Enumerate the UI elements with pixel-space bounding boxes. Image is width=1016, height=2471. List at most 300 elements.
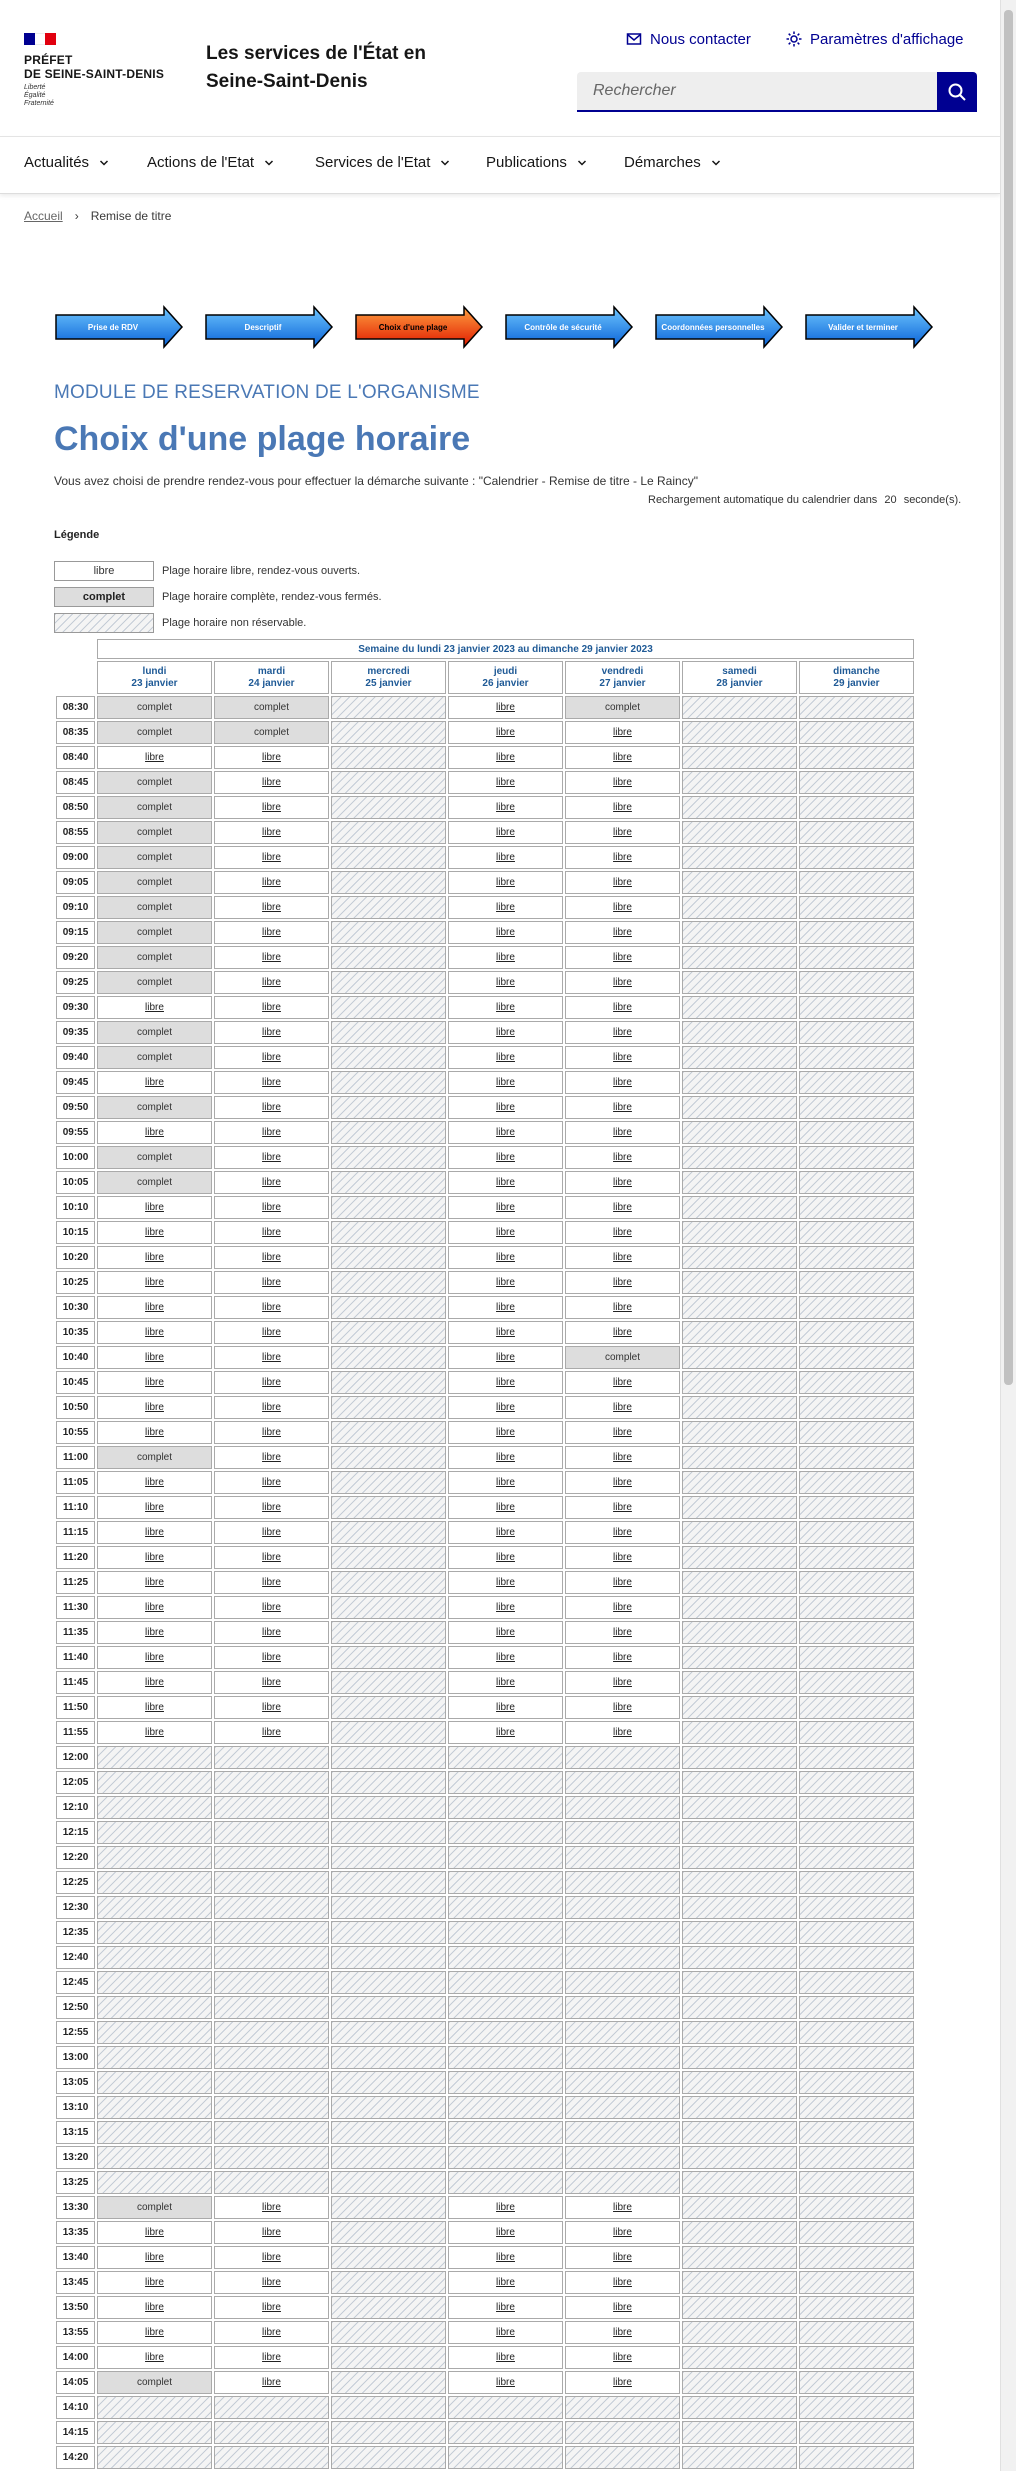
slot-free-link[interactable]: libre [448, 1421, 563, 1444]
slot-free-link[interactable]: libre [448, 2271, 563, 2294]
day-date: 29 janvier [833, 677, 880, 689]
slot-free-link[interactable]: libre [448, 2346, 563, 2369]
slot-free-link[interactable]: libre [214, 1546, 329, 1569]
slot-free-link[interactable]: libre [565, 1721, 680, 1744]
slot-free-link[interactable]: libre [565, 2296, 680, 2319]
slot-unavailable [682, 1396, 797, 1419]
slot-unavailable [799, 721, 914, 744]
slot-free-link[interactable]: libre [565, 721, 680, 744]
slot-free-link[interactable]: libre [448, 1646, 563, 1669]
calendar-row [56, 2071, 914, 2094]
slot-free-link[interactable]: libre [448, 1346, 563, 1369]
slot-free-link[interactable]: libre [214, 1446, 329, 1469]
chevron-down-icon [99, 158, 109, 168]
calendar-row [56, 1096, 914, 1119]
nav-item-services-etat[interactable] [315, 154, 450, 171]
slot-free-link[interactable]: libre [448, 846, 563, 869]
slot-unavailable [799, 1796, 914, 1819]
slot-unavailable [331, 1446, 446, 1469]
slot-free-link[interactable]: libre [448, 796, 563, 819]
step-prise-de-rdv [54, 305, 184, 349]
nav-item-actualites[interactable] [24, 154, 109, 171]
slot-unavailable [331, 1296, 446, 1319]
time-label: 13:15 [56, 2121, 95, 2144]
slot-free-link[interactable]: libre [448, 696, 563, 719]
slot-unavailable [331, 2196, 446, 2219]
slot-free-link[interactable]: libre [565, 1196, 680, 1219]
slot-free-link[interactable]: libre [214, 1171, 329, 1194]
time-label: 09:40 [56, 1046, 95, 1069]
slot-unavailable [331, 1121, 446, 1144]
slot-free-link[interactable]: libre [565, 1246, 680, 1269]
slot-free-link[interactable]: libre [448, 971, 563, 994]
slot-free-link[interactable]: libre [565, 1696, 680, 1719]
slot-free-link[interactable]: libre [565, 1496, 680, 1519]
slot-free-link[interactable]: libre [448, 721, 563, 744]
slot-free-link[interactable]: libre [214, 2271, 329, 2294]
slot-free-link[interactable]: libre [565, 1221, 680, 1244]
slot-free-link[interactable]: libre [448, 1621, 563, 1644]
page-scrollbar[interactable] [1000, 0, 1016, 2471]
slot-free-link[interactable]: libre [214, 1146, 329, 1169]
slot-free-link[interactable]: libre [565, 1396, 680, 1419]
slot-free-link[interactable]: libre [565, 1121, 680, 1144]
slot-unavailable [682, 2171, 797, 2194]
calendar-row [56, 2321, 914, 2344]
slot-unavailable [682, 1921, 797, 1944]
slot-unavailable [682, 1346, 797, 1369]
slot-unavailable [682, 721, 797, 744]
slot-unavailable [682, 1746, 797, 1769]
slot-unavailable [565, 1746, 680, 1769]
slot-unavailable [799, 1146, 914, 1169]
slot-free-link[interactable]: libre [565, 771, 680, 794]
slot-free-link[interactable]: libre [565, 1671, 680, 1694]
slot-free-link[interactable]: libre [97, 2321, 212, 2344]
prefecture-logo[interactable] [24, 33, 174, 108]
main-navigation [0, 137, 1000, 194]
slot-free-link[interactable]: libre [565, 2221, 680, 2244]
slot-unavailable [331, 2021, 446, 2044]
slot-free-link[interactable]: libre [97, 2271, 212, 2294]
slot-free-link[interactable]: libre [565, 1621, 680, 1644]
slot-free-link[interactable]: libre [565, 746, 680, 769]
slot-unavailable [448, 2396, 563, 2419]
slot-free-link[interactable]: libre [214, 1696, 329, 1719]
contact-link[interactable] [626, 29, 751, 49]
day-date: 25 janvier [365, 677, 412, 689]
slot-free-link[interactable]: libre [97, 1646, 212, 1669]
slot-full: complet [97, 721, 212, 744]
display-settings-link[interactable] [786, 29, 964, 49]
slot-free-link[interactable]: libre [448, 821, 563, 844]
time-label: 11:40 [56, 1646, 95, 1669]
slot-free-link[interactable]: libre [448, 1521, 563, 1544]
calendar-row [56, 1521, 914, 1544]
calendar-day-header [214, 661, 329, 694]
slot-free-link[interactable]: libre [97, 2221, 212, 2244]
slot-free-link[interactable]: libre [565, 1321, 680, 1344]
slot-free-link[interactable]: libre [97, 1221, 212, 1244]
slot-free-link[interactable]: libre [565, 821, 680, 844]
scrollbar-thumb[interactable] [1004, 10, 1013, 1385]
calendar-row [56, 1221, 914, 1244]
time-label: 13:10 [56, 2096, 95, 2119]
slot-free-link[interactable]: libre [565, 1021, 680, 1044]
nav-item-publications[interactable] [486, 154, 587, 171]
marianne-flag-icon [24, 33, 56, 45]
time-label: 12:20 [56, 1846, 95, 1869]
slot-free-link[interactable]: libre [214, 1321, 329, 1344]
calendar-row [56, 2446, 914, 2469]
slot-free-link[interactable]: libre [97, 2246, 212, 2269]
slot-free-link[interactable]: libre [214, 1671, 329, 1694]
slot-free-link[interactable]: libre [214, 1471, 329, 1494]
slot-free-link[interactable]: libre [448, 946, 563, 969]
slot-free-link[interactable]: libre [565, 1271, 680, 1294]
slot-free-link[interactable]: libre [448, 771, 563, 794]
slot-free-link[interactable]: libre [214, 896, 329, 919]
slot-free-link[interactable]: libre [565, 1046, 680, 1069]
slot-free-link[interactable]: libre [97, 1121, 212, 1144]
slot-full: complet [565, 696, 680, 719]
site-title[interactable]: Les services de l'État en Seine-Saint-Denis [206, 43, 426, 92]
slot-free-link[interactable]: libre [97, 1721, 212, 1744]
slot-full: complet [214, 696, 329, 719]
slot-free-link[interactable]: libre [214, 1021, 329, 1044]
calendar-day-header [331, 661, 446, 694]
slot-free-link[interactable]: libre [214, 1421, 329, 1444]
slot-unavailable [214, 1746, 329, 1769]
slot-free-link[interactable]: libre [97, 1246, 212, 1269]
slot-free-link[interactable]: libre [565, 946, 680, 969]
slot-free-link[interactable]: libre [448, 1121, 563, 1144]
slot-free-link[interactable]: libre [97, 1496, 212, 1519]
slot-free-link[interactable]: libre [448, 1071, 563, 1094]
slot-free-link[interactable]: libre [214, 2196, 329, 2219]
slot-free-link[interactable]: libre [97, 1621, 212, 1644]
slot-free-link[interactable]: libre [448, 1246, 563, 1269]
slot-free-link[interactable]: libre [97, 1421, 212, 1444]
slot-free-link[interactable]: libre [448, 746, 563, 769]
slot-free-link[interactable]: libre [448, 1021, 563, 1044]
slot-free-link[interactable]: libre [97, 2346, 212, 2369]
calendar-row [56, 2271, 914, 2294]
slot-free-link[interactable]: libre [214, 1571, 329, 1594]
slot-free-link[interactable]: libre [214, 1296, 329, 1319]
slot-free-link[interactable]: libre [97, 1596, 212, 1619]
slot-free-link[interactable]: libre [565, 1421, 680, 1444]
slot-unavailable [331, 1671, 446, 1694]
slot-unavailable [97, 2421, 212, 2444]
slot-free-link[interactable]: libre [97, 746, 212, 769]
slot-free-link[interactable]: libre [565, 1096, 680, 1119]
calendar-row [56, 1671, 914, 1694]
slot-free-link[interactable]: libre [448, 921, 563, 944]
slot-free-link[interactable]: libre [97, 1546, 212, 1569]
calendar-row [56, 1571, 914, 1594]
slot-free-link[interactable]: libre [214, 871, 329, 894]
slot-unavailable [97, 1771, 212, 1794]
slot-unavailable [214, 2396, 329, 2419]
calendar-row [56, 871, 914, 894]
slot-free-link[interactable]: libre [565, 1371, 680, 1394]
slot-unavailable [682, 2396, 797, 2419]
slot-free-link[interactable]: libre [214, 946, 329, 969]
slot-free-link[interactable]: libre [214, 1046, 329, 1069]
calendar-row [56, 1971, 914, 1994]
slot-free-link[interactable]: libre [214, 2346, 329, 2369]
chevron-down-icon [577, 158, 587, 168]
slot-free-link[interactable]: libre [448, 2221, 563, 2244]
slot-free-link[interactable]: libre [448, 1046, 563, 1069]
slot-unavailable [331, 2446, 446, 2469]
slot-free-link[interactable]: libre [97, 1071, 212, 1094]
slot-unavailable [565, 1871, 680, 1894]
slot-free-link[interactable]: libre [448, 1496, 563, 1519]
slot-free-link[interactable]: libre [448, 1196, 563, 1219]
slot-free-link[interactable]: libre [448, 2371, 563, 2394]
slot-unavailable [214, 1946, 329, 1969]
calendar-row [56, 1346, 914, 1369]
slot-full: complet [97, 971, 212, 994]
slot-free-link[interactable]: libre [214, 771, 329, 794]
slot-unavailable [682, 1596, 797, 1619]
slot-free-link[interactable]: libre [214, 1196, 329, 1219]
slot-unavailable [682, 1446, 797, 1469]
slot-free-link[interactable]: libre [448, 1296, 563, 1319]
slot-unavailable [682, 1946, 797, 1969]
slot-free-link[interactable]: libre [565, 1071, 680, 1094]
slot-free-link[interactable]: libre [448, 2296, 563, 2319]
slot-free-link[interactable]: libre [214, 971, 329, 994]
slot-free-link[interactable]: libre [565, 1546, 680, 1569]
slot-free-link[interactable]: libre [214, 821, 329, 844]
slot-free-link[interactable]: libre [97, 1296, 212, 1319]
time-label: 13:20 [56, 2146, 95, 2169]
slot-free-link[interactable]: libre [565, 1471, 680, 1494]
slot-free-link[interactable]: libre [448, 1096, 563, 1119]
slot-free-link[interactable]: libre [565, 921, 680, 944]
slot-free-link[interactable]: libre [448, 2321, 563, 2344]
slot-free-link[interactable]: libre [214, 1496, 329, 1519]
slot-free-link[interactable]: libre [214, 996, 329, 1019]
slot-free-link[interactable]: libre [97, 1471, 212, 1494]
slot-free-link[interactable]: libre [214, 2296, 329, 2319]
slot-unavailable [97, 2171, 212, 2194]
slot-full: complet [97, 1146, 212, 1169]
slot-unavailable [331, 1546, 446, 1569]
calendar-row [56, 2121, 914, 2144]
slot-unavailable [448, 2446, 563, 2469]
slot-free-link[interactable]: libre [448, 1396, 563, 1419]
slot-free-link[interactable]: libre [565, 796, 680, 819]
slot-free-link[interactable]: libre [448, 2246, 563, 2269]
nav-item-label: Publications [486, 154, 567, 171]
slot-unavailable [682, 896, 797, 919]
slot-free-link[interactable]: libre [214, 2371, 329, 2394]
slot-unavailable [799, 2371, 914, 2394]
day-date: 23 janvier [131, 677, 178, 689]
day-name: jeudi [493, 665, 518, 677]
slot-unavailable [331, 2296, 446, 2319]
slot-free-link[interactable]: libre [97, 996, 212, 1019]
slot-free-link[interactable]: libre [565, 1171, 680, 1194]
slot-free-link[interactable]: libre [214, 2246, 329, 2269]
slot-free-link[interactable]: libre [448, 1371, 563, 1394]
slot-free-link[interactable]: libre [214, 1221, 329, 1244]
slot-unavailable [214, 1821, 329, 1844]
slot-free-link[interactable]: libre [214, 846, 329, 869]
slot-unavailable [331, 1696, 446, 1719]
slot-free-link[interactable]: libre [97, 1396, 212, 1419]
time-label: 08:35 [56, 721, 95, 744]
slot-free-link[interactable]: libre [565, 971, 680, 994]
slot-free-link[interactable]: libre [97, 2296, 212, 2319]
time-label: 12:00 [56, 1746, 95, 1769]
chevron-right-icon: › [74, 209, 79, 223]
slot-free-link[interactable]: libre [565, 846, 680, 869]
slot-unavailable [682, 746, 797, 769]
slot-free-link[interactable]: libre [214, 1246, 329, 1269]
slot-free-link[interactable]: libre [214, 1271, 329, 1294]
slot-unavailable [331, 1596, 446, 1619]
search-input[interactable] [577, 72, 937, 112]
slot-free-link[interactable]: libre [214, 746, 329, 769]
calendar-row [56, 1796, 914, 1819]
slot-unavailable [682, 1096, 797, 1119]
time-label: 10:15 [56, 1221, 95, 1244]
nav-item-demarches[interactable] [624, 154, 721, 171]
slot-free-link[interactable]: libre [97, 1321, 212, 1344]
slot-free-link[interactable]: libre [214, 1621, 329, 1644]
slot-unavailable [448, 2421, 563, 2444]
slot-unavailable [565, 2021, 680, 2044]
slot-free-link[interactable]: libre [565, 1521, 680, 1544]
time-label: 11:00 [56, 1446, 95, 1469]
slot-free-link[interactable]: libre [565, 2196, 680, 2219]
slot-unavailable [448, 2096, 563, 2119]
slot-free-link[interactable]: libre [565, 1446, 680, 1469]
slot-free-link[interactable]: libre [448, 1546, 563, 1569]
slot-free-link[interactable]: libre [448, 1596, 563, 1619]
slot-unavailable [97, 1846, 212, 1869]
slot-free-link[interactable]: libre [214, 796, 329, 819]
slot-free-link[interactable]: libre [97, 1346, 212, 1369]
slot-free-link[interactable]: libre [214, 1121, 329, 1144]
slot-free-link[interactable]: libre [565, 871, 680, 894]
slot-free-link[interactable]: libre [214, 1071, 329, 1094]
slot-free-link[interactable]: libre [565, 2246, 680, 2269]
slot-full: complet [97, 1446, 212, 1469]
slot-free-link[interactable]: libre [448, 1146, 563, 1169]
slot-unavailable [97, 2446, 212, 2469]
slot-free-link[interactable]: libre [448, 1571, 563, 1594]
slot-free-link[interactable]: libre [565, 1646, 680, 1669]
slot-free-link[interactable]: libre [214, 1396, 329, 1419]
slot-free-link[interactable]: libre [448, 1471, 563, 1494]
slot-unavailable [97, 2146, 212, 2169]
slot-unavailable [565, 2146, 680, 2169]
slot-free-link[interactable]: libre [214, 1646, 329, 1669]
slot-free-link[interactable]: libre [214, 1096, 329, 1119]
slot-free-link[interactable]: libre [214, 921, 329, 944]
slot-unavailable [97, 1996, 212, 2019]
legend-free-text: Plage horaire libre, rendez-vous ouverts. [162, 565, 361, 577]
slot-free-link[interactable]: libre [448, 1671, 563, 1694]
slot-free-link[interactable]: libre [448, 1221, 563, 1244]
breadcrumb-home-link[interactable]: Accueil [24, 209, 63, 223]
time-label: 12:40 [56, 1946, 95, 1969]
slot-unavailable [682, 1846, 797, 1869]
slot-free-link[interactable]: libre [448, 871, 563, 894]
slot-free-link[interactable]: libre [448, 996, 563, 1019]
slot-free-link[interactable]: libre [214, 2221, 329, 2244]
slot-free-link[interactable]: libre [448, 1446, 563, 1469]
slot-full: complet [97, 1096, 212, 1119]
slot-free-link[interactable]: libre [565, 2271, 680, 2294]
slot-unavailable [799, 821, 914, 844]
slot-unavailable [799, 2346, 914, 2369]
slot-free-link[interactable]: libre [565, 1596, 680, 1619]
calendar-row [56, 2371, 914, 2394]
slot-full: complet [565, 1346, 680, 1369]
reload-notice [648, 494, 961, 506]
slot-free-link[interactable]: libre [565, 2346, 680, 2369]
calendar-row [56, 2396, 914, 2419]
slot-free-link[interactable]: libre [565, 2321, 680, 2344]
slot-free-link[interactable]: libre [214, 1346, 329, 1369]
slot-free-link[interactable]: libre [448, 1271, 563, 1294]
slot-free-link[interactable]: libre [214, 1371, 329, 1394]
slot-free-link[interactable]: libre [97, 1521, 212, 1544]
slot-free-link[interactable]: libre [97, 1696, 212, 1719]
slot-free-link[interactable]: libre [565, 996, 680, 1019]
slot-free-link[interactable]: libre [214, 2321, 329, 2344]
nav-item-actions-etat[interactable] [147, 154, 274, 171]
slot-unavailable [331, 2171, 446, 2194]
slot-free-link[interactable]: libre [214, 1596, 329, 1619]
slot-free-link[interactable]: libre [565, 896, 680, 919]
slot-unavailable [682, 846, 797, 869]
time-label: 11:35 [56, 1621, 95, 1644]
slot-unavailable [214, 2146, 329, 2169]
slot-free-link[interactable]: libre [448, 1696, 563, 1719]
slot-free-link[interactable]: libre [214, 1521, 329, 1544]
slot-free-link[interactable]: libre [214, 1721, 329, 1744]
slot-free-link[interactable]: libre [97, 1371, 212, 1394]
slot-full: complet [97, 796, 212, 819]
slot-free-link[interactable]: libre [448, 2196, 563, 2219]
slot-free-link[interactable]: libre [565, 2371, 680, 2394]
slot-free-link[interactable]: libre [565, 1296, 680, 1319]
search-button[interactable] [937, 72, 977, 112]
slot-free-link[interactable]: libre [97, 1196, 212, 1219]
slot-free-link[interactable]: libre [448, 1321, 563, 1344]
slot-free-link[interactable]: libre [97, 1671, 212, 1694]
slot-unavailable [331, 971, 446, 994]
slot-free-link[interactable]: libre [448, 1171, 563, 1194]
time-label: 11:05 [56, 1471, 95, 1494]
calendar-row [56, 771, 914, 794]
slot-free-link[interactable]: libre [565, 1571, 680, 1594]
slot-free-link[interactable]: libre [97, 1271, 212, 1294]
calendar-row [56, 846, 914, 869]
slot-free-link[interactable]: libre [97, 1571, 212, 1594]
slot-free-link[interactable]: libre [448, 1721, 563, 1744]
slot-free-link[interactable]: libre [565, 1146, 680, 1169]
slot-free-link[interactable]: libre [448, 896, 563, 919]
